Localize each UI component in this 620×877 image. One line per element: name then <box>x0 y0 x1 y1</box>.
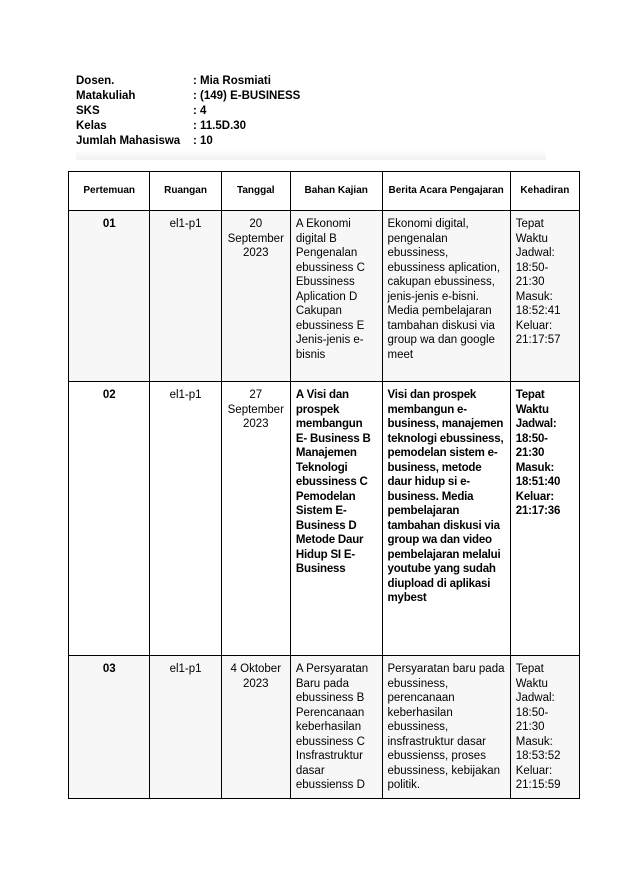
cell-tanggal: 20 September 2023 <box>221 211 290 382</box>
info-value: : 10 <box>193 135 213 147</box>
column-header-bahan-kajian: Bahan Kajian <box>290 172 382 211</box>
info-label: Kelas <box>76 120 107 132</box>
cell-tanggal: 4 Oktober 2023 <box>221 656 290 799</box>
cell-ruangan: el1-p1 <box>150 211 221 382</box>
cell-tanggal: 27 September 2023 <box>221 382 290 656</box>
table-row <box>69 382 580 656</box>
info-label: SKS <box>76 105 100 117</box>
column-header-tanggal: Tanggal <box>221 172 290 211</box>
table-header-row <box>69 172 580 211</box>
cell-ruangan: el1-p1 <box>150 382 221 656</box>
info-label: Jumlah Mahasiswa <box>76 135 181 147</box>
cell-bahan-kajian: A Persyaratan Baru pada ebussiness B Perencanaan keberhasilan ebussiness C Insfrastruktur dasar ebussienss D <box>290 656 382 799</box>
info-value: : 11.5D.30 <box>193 120 247 132</box>
cell-pertemuan: 02 <box>69 382 150 656</box>
info-value: : (149) E-BUSINESS <box>193 90 301 102</box>
attendance-table <box>68 171 580 799</box>
cell-berita-acara: Ekonomi digital, pengenalan ebussiness, ebussiness aplication, cakupan ebussiness, jenis-jenis e-bisni. Media pembelajaran tambahan diskusi via group wa dan google meet <box>382 211 510 382</box>
info-row-sks <box>76 104 546 119</box>
info-label: Dosen. <box>76 75 115 87</box>
table-row <box>69 656 580 799</box>
cell-berita-acara: Persyaratan baru pada ebussiness, perencanaan keberhasilan ebussiness, insfrastruktur dasar ebussienss, proses ebussiness, kebijakan politik. <box>382 656 510 799</box>
info-row-matakuliah <box>76 89 546 104</box>
info-row-dosen <box>76 74 546 89</box>
info-label: Matakuliah <box>76 90 136 102</box>
info-value: : Mia Rosmiati <box>193 75 271 87</box>
cell-ruangan: el1-p1 <box>150 656 221 799</box>
cell-kehadiran: Tepat Waktu Jadwal: 18:50-21:30 Masuk: 18:51:40 Keluar: 21:17:36 <box>510 382 579 656</box>
course-info-block <box>76 74 546 160</box>
cell-pertemuan: 03 <box>69 656 150 799</box>
column-header-berita-acara: Berita Acara Pengajaran <box>382 172 510 211</box>
column-header-ruangan: Ruangan <box>150 172 221 211</box>
column-header-pertemuan: Pertemuan <box>69 172 150 211</box>
table-row <box>69 211 580 382</box>
cell-bahan-kajian: A Visi dan prospek membangun E- Business B Manajemen Teknologi ebussiness C Pemodelan Sistem E-Business D Metode Daur Hidup SI E-Business <box>290 382 382 656</box>
column-header-kehadiran: Kehadiran <box>510 172 579 211</box>
info-row-kelas <box>76 119 546 134</box>
info-value: : 4 <box>193 105 207 117</box>
cell-pertemuan: 01 <box>69 211 150 382</box>
cell-berita-acara: Visi dan prospek membangun e-business, manajemen teknologi ebussiness, pemodelan sistem e- business, metode daur hidup si e-business. Media pembelajaran tambahan diskusi via group wa dan video pembelajaran melalui youtube yang sudah diupload di aplikasi mybest <box>382 382 510 656</box>
cell-bahan-kajian: A Ekonomi digital B Pengenalan ebussiness C Ebussiness Aplication D Cakupan ebussiness E Jenis-jenis e-bisnis <box>290 211 382 382</box>
cell-kehadiran: Tepat Waktu Jadwal: 18:50-21:30 Masuk: 18:52:41 Keluar: 21:17:57 <box>510 211 579 382</box>
info-row-jumlah-mahasiswa <box>76 134 546 149</box>
cell-kehadiran: Tepat Waktu Jadwal: 18:50-21:30 Masuk: 18:53:52 Keluar: 21:15:59 <box>510 656 579 799</box>
